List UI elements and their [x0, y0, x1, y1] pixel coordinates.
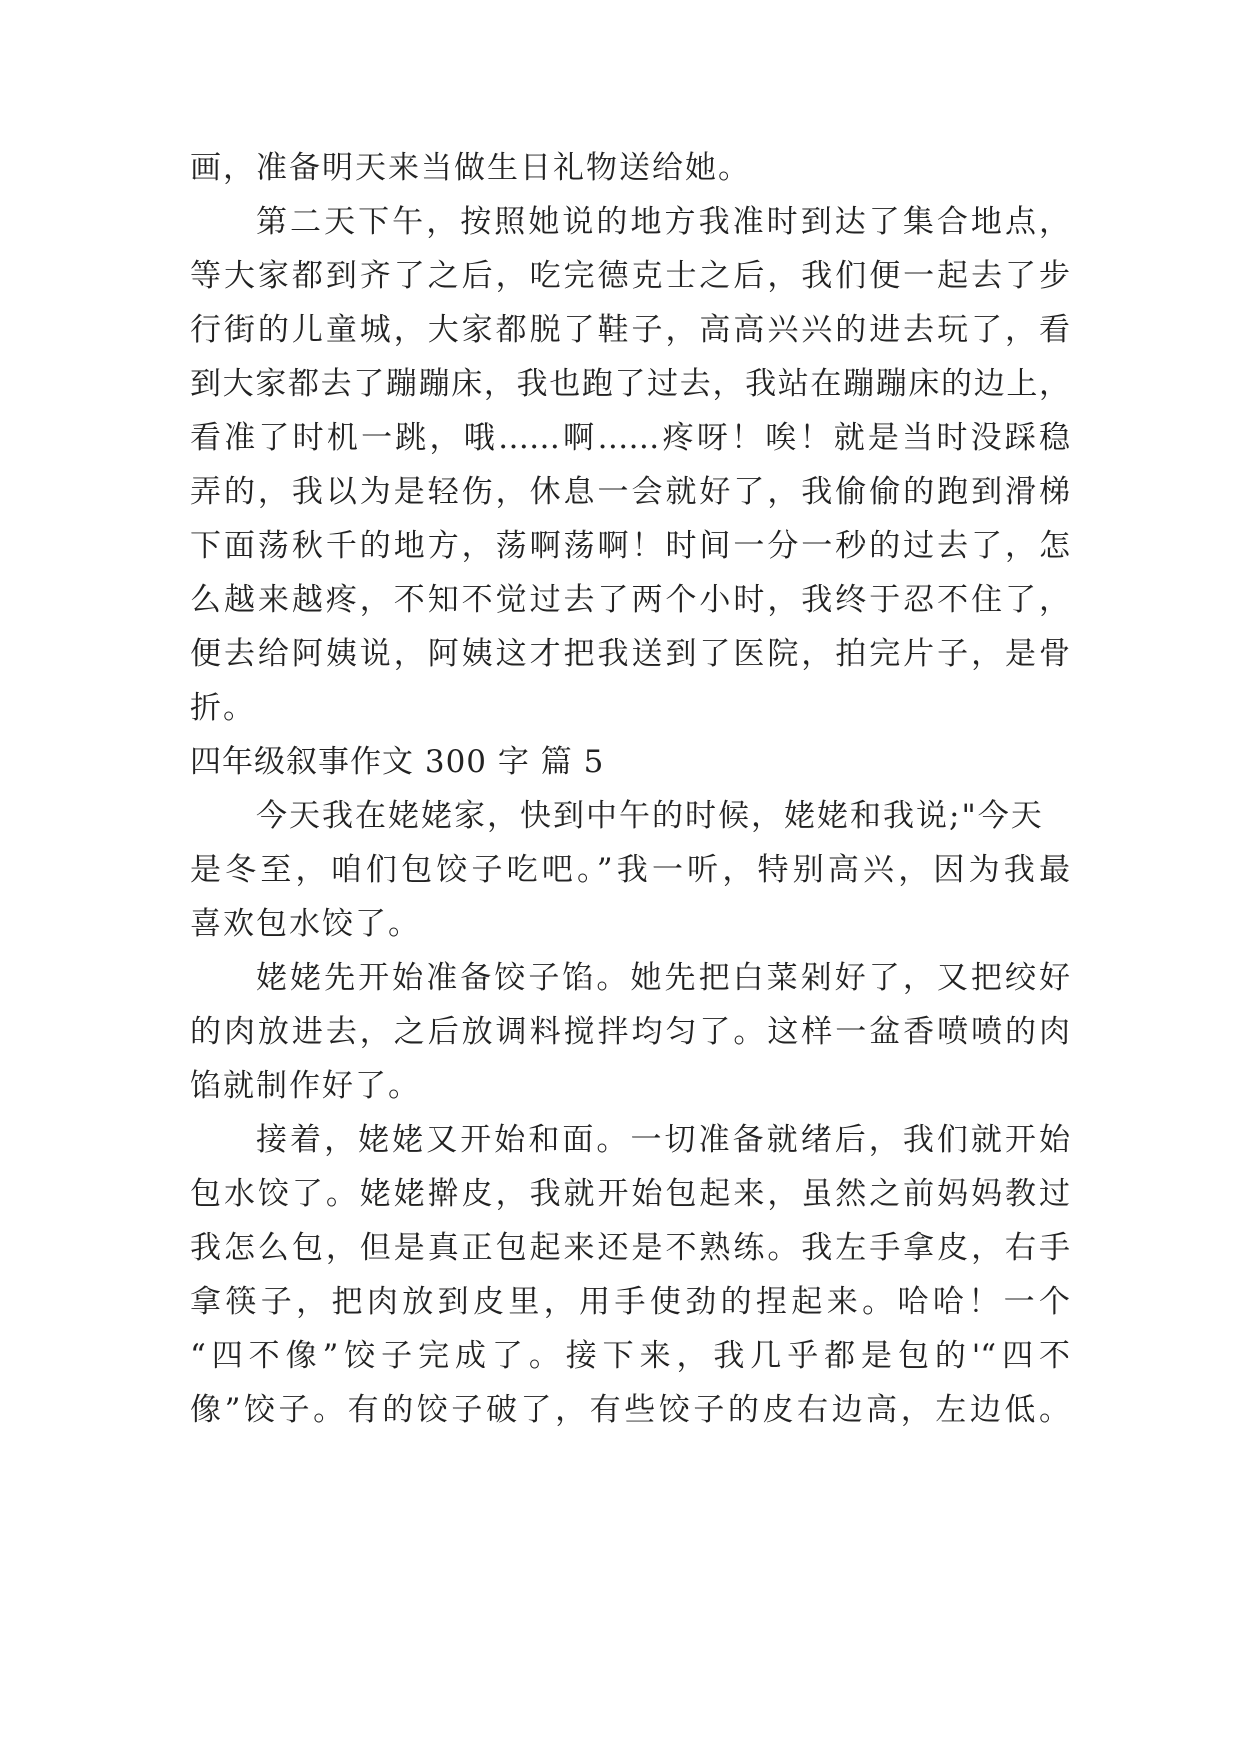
text-line: 到大家都去了蹦蹦床，我也跑了过去，我站在蹦蹦床的边上，: [190, 366, 1070, 402]
text-line: “四不像”饺子完成了。接下来，我几乎都是包的'“四不: [190, 1338, 1070, 1374]
text-line: 姥姥先开始准备饺子馅。她先把白菜剁好了，又把绞好: [256, 960, 1070, 996]
text-line: 包水饺了。姥姥擀皮，我就开始包起来，虽然之前妈妈教过: [190, 1176, 1070, 1212]
text-line: 拿筷子，把肉放到皮里，用手使劲的捏起来。哈哈！一个: [190, 1284, 1070, 1320]
text-line: 今天我在姥姥家，快到中午的时候，姥姥和我说;"今天: [256, 798, 1044, 834]
text-line: 馅就制作好了。: [190, 1068, 421, 1104]
text-line: 折。: [190, 690, 256, 726]
text-line: 弄的，我以为是轻伤，休息一会就好了，我偷偷的跑到滑梯: [190, 474, 1070, 510]
text-line: 便去给阿姨说，阿姨这才把我送到了医院，拍完片子，是骨: [190, 636, 1070, 672]
text-line: 看准了时机一跳，哦……啊……疼呀！唉！就是当时没踩稳: [190, 420, 1070, 456]
text-line: 接着，姥姥又开始和面。一切准备就绪后，我们就开始: [256, 1122, 1070, 1158]
text-line: 是冬至，咱们包饺子吃吧。”我一听，特别高兴，因为我最: [190, 852, 1070, 888]
text-line: 第二天下午，按照她说的地方我准时到达了集合地点，: [256, 204, 1070, 240]
text-line: 等大家都到齐了之后，吃完德克士之后，我们便一起去了步: [190, 258, 1070, 294]
text-line: 行街的儿童城，大家都脱了鞋子，高高兴兴的进去玩了，看: [190, 312, 1070, 348]
text-line: 像”饺子。有的饺子破了，有些饺子的皮右边高，左边低。: [190, 1392, 1070, 1428]
text-line: 喜欢包水饺了。: [190, 906, 421, 942]
text-line: 画，准备明天来当做生日礼物送给她。: [190, 150, 751, 186]
section-heading: 四年级叙事作文 300 字 篇 5: [190, 744, 605, 780]
text-line: 么越来越疼，不知不觉过去了两个小时，我终于忍不住了，: [190, 582, 1070, 618]
text-line: 下面荡秋千的地方，荡啊荡啊！时间一分一秒的过去了，怎: [190, 528, 1070, 564]
text-line: 我怎么包，但是真正包起来还是不熟练。我左手拿皮，右手: [190, 1230, 1070, 1266]
text-line: 的肉放进去，之后放调料搅拌均匀了。这样一盆香喷喷的肉: [190, 1014, 1070, 1050]
